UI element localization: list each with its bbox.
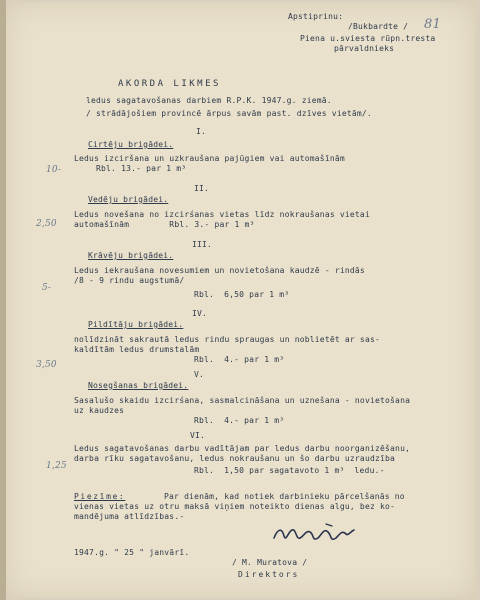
document-title: AKORDA LIKMES [118, 79, 221, 89]
document-subtitle-2: / strādājošiem provincē ārpus savām past. dzīves vietām/. [86, 109, 372, 118]
margin-note: 10- [46, 165, 62, 175]
margin-note: 3,50 [36, 360, 57, 370]
section-heading: Nosegšanas brigādei. [88, 381, 189, 390]
section-line: Rbl. 1,50 par sagatavoto 1 m³ ledu.- [194, 466, 385, 475]
section-line: Ledus izciršana un uzkraušana pajūgiem vai automašīnām [74, 154, 345, 163]
section-line: Sasalušo skaidu izcirśana, sasmalcināšana un uznešana - novietošana [74, 396, 411, 405]
approver-position-1: Piena u.sviesta rūpn.tresta [300, 34, 436, 43]
margin-note: 5- [42, 283, 52, 293]
approve-label: Apstiprinu: [288, 12, 344, 21]
section-numeral: III. [192, 240, 213, 249]
section-numeral: I. [196, 127, 207, 136]
approver-name: /Bukbardte / [348, 22, 409, 31]
section-heading: Krāvēju brigādei. [88, 251, 174, 260]
section-numeral: VI. [190, 431, 206, 440]
section-numeral: V. [194, 370, 205, 379]
section-line: Rbl. 4.- par 1 m³ [194, 416, 285, 425]
section-line: automašīnām Rbl. 3.- par 1 m³ [74, 220, 255, 229]
binding-edge [0, 0, 6, 600]
section-line: Rbl. 13.- par 1 m³ [96, 164, 187, 173]
document-date: 1947.g. " 25 " janvārī. [74, 548, 190, 557]
note-text: vienas vietas uz otru maksā viņiem noteikto dienas algu, bez ko- [74, 502, 396, 511]
section-line: uz kaudzes [74, 406, 125, 415]
archive-mark: 81 [424, 17, 441, 32]
margin-note: 2,50 [36, 219, 57, 229]
section-line: nolīdzināt sakrautā ledus rindu spraugas un noblietēt ar sas- [74, 335, 381, 344]
section-line: Ledus novešana no izcirśanas vietas līdz nokraušanas vietai [74, 210, 370, 219]
signer-name: / M. Muratova / [232, 558, 308, 567]
handwritten-signature [268, 520, 388, 550]
margin-note: 1,25 [46, 461, 67, 471]
section-line: Ledus iekraušana novesumiem un novietošana kaudzē - rindās [74, 266, 365, 275]
section-line: darba rīku sagatavošanu, ledus nokraušanu un šo darbu uzraudzība [74, 454, 396, 463]
note-text: mandējuma atlīdzības.- [74, 512, 185, 521]
section-line: Rbl. 6,50 par 1 m³ [194, 290, 290, 299]
section-line: kaldītām ledus drumstalām [74, 345, 200, 354]
section-line: Ledus sagatavošanas darbu vadītājam par ledus darbu noorganizēšanu, [74, 444, 411, 453]
section-line: /8 - 9 rindu augstumā/ [74, 276, 185, 285]
document-subtitle-1: ledus sagatavošanas darbiem R.P.K. 1947.g. ziemā. [86, 96, 332, 105]
signer-title: Direktors [238, 570, 300, 579]
section-line: Rbl. 4.- par 1 m³ [194, 355, 285, 364]
note-text: Par dienām, kad notiek darbinieku pārcelšanās no [164, 492, 405, 501]
section-numeral: II. [194, 184, 210, 193]
section-numeral: IV. [192, 309, 208, 318]
section-heading: Cirtēju brigādei. [88, 140, 174, 149]
section-heading: Vedēju brigādei. [88, 195, 169, 204]
section-heading: Pildītāju brigādei. [88, 320, 184, 329]
approver-position-2: pārvaldnieks [334, 44, 395, 53]
note-label: Piezīme: [74, 492, 126, 501]
